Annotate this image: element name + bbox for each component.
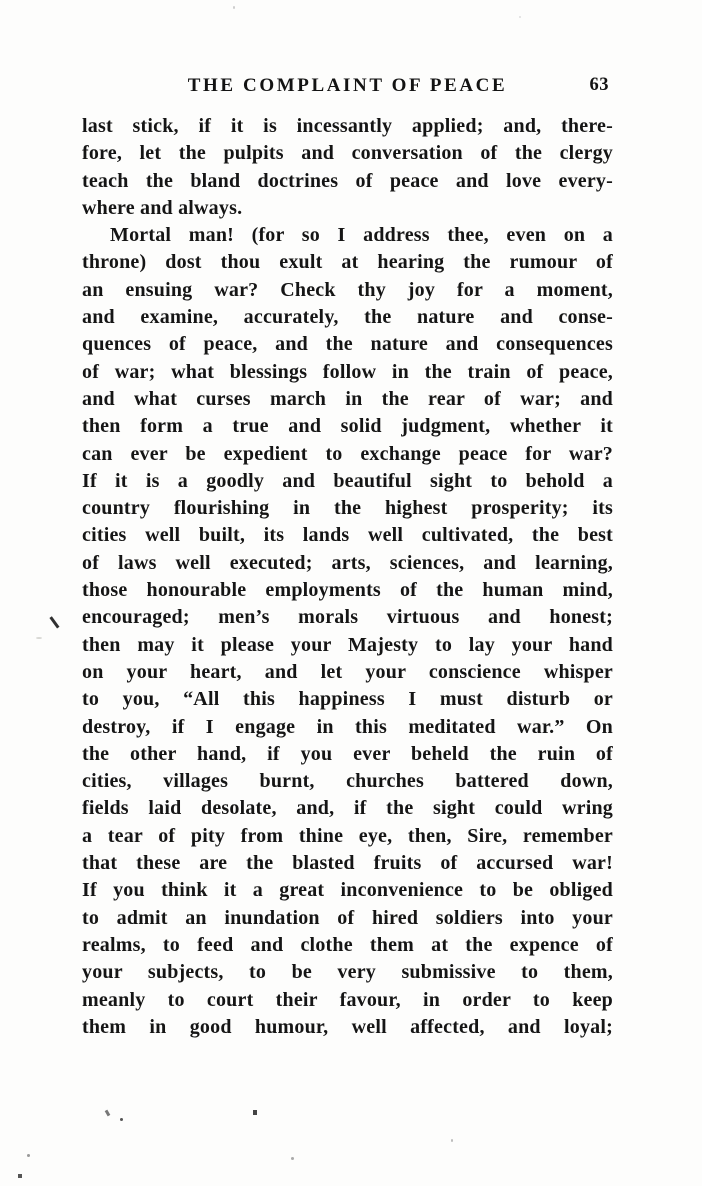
scan-speck [27,1154,30,1157]
text-line: them in good humour, well affected, and loyal; [82,1015,613,1038]
text-line: where and always. [82,196,243,219]
text-line: meanly to court their favour, in order to keep [82,988,613,1011]
page-number: 63 [589,75,609,95]
text-line: quences of peace, and the nature and consequences [82,333,613,356]
text-line: fore, let the pulpits and conversation of the clergy [82,142,613,165]
page-title: THE COMPLAINT OF PEACE [187,75,508,96]
text-line: an ensuing war? Check thy joy for a moment, [82,278,613,301]
text-line: of laws well executed; arts, sciences, and learning, [82,551,613,574]
text-line: realms, to feed and clothe them at the expence of [82,933,613,956]
text-line: that these are the blasted fruits of accursed war! [82,852,613,875]
text-line: country flourishing in the highest prosperity; its [82,497,613,520]
body-text [82,113,613,1041]
running-head [82,75,613,99]
text-line: to admit an inundation of hired soldiers into your [82,906,613,929]
text-line: and examine, accurately, the nature and conse- [82,306,613,329]
text-line: to you, “All this happiness I must disturb or [82,688,613,711]
scan-speck [291,1157,294,1160]
text-line: cities well built, its lands well cultivated, the best [82,524,613,547]
text-line: can ever be expedient to exchange peace for war? [82,442,613,465]
text-line: throne) dost thou exult at hearing the rumour of [82,251,613,274]
scan-speck [451,1139,453,1142]
scan-speck [36,637,42,639]
text-line: If it is a goodly and beautiful sight to behold a [82,469,613,492]
scan-speck [105,1110,111,1117]
text-line: the other hand, if you ever beheld the ruin of [82,742,613,765]
text-line: If you think it a great inconvenience to be obliged [82,879,613,902]
text-line: of war; what blessings follow in the train of peace, [82,360,613,383]
text-line: last stick, if it is incessantly applied; and, there- [82,115,613,137]
scan-speck [253,1110,257,1115]
text-line: and what curses march in the rear of war; and [82,387,613,410]
text-line: a tear of pity from thine eye, then, Sire, remember [82,824,613,847]
scan-speck [49,617,59,629]
text-line: fields laid desolate, and, if the sight could wring [82,797,613,820]
text-line: then form a true and solid judgment, whether it [82,415,613,438]
text-line: encouraged; men’s morals virtuous and honest; [82,606,613,629]
text-line: destroy, if I engage in this meditated war.” On [82,715,613,738]
text-line: cities, villages burnt, churches battered down, [82,770,613,793]
text-line: then may it please your Majesty to lay your hand [82,633,613,656]
scan-speck [18,1174,22,1178]
scan-speck [233,6,235,9]
text-line: on your heart, and let your conscience whisper [82,660,613,683]
text-line: those honourable employments of the human mind, [82,579,613,602]
scan-speck [120,1118,123,1121]
text-line: your subjects, to be very submissive to them, [82,961,613,984]
text-line: teach the bland doctrines of peace and love every- [82,169,613,192]
text-line: Mortal man! (for so I address thee, even on a [110,224,613,247]
scan-speck [519,16,521,18]
